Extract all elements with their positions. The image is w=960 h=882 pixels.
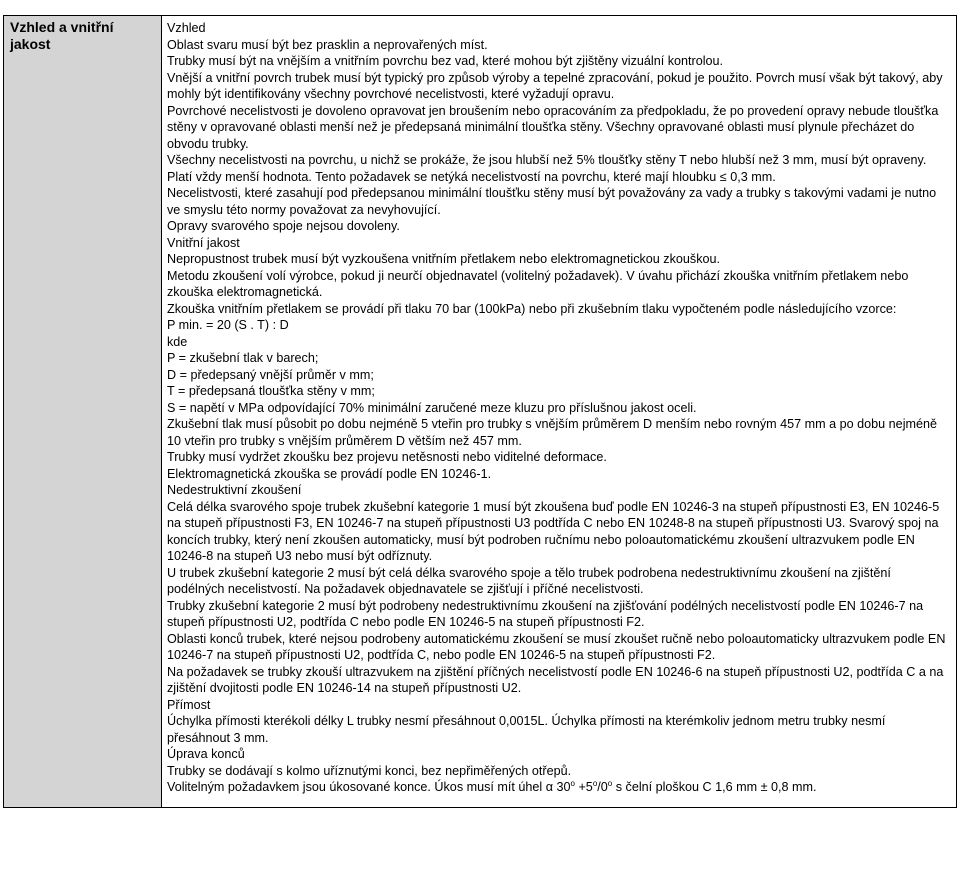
paragraph: Nepropustnost trubek musí být vyzkoušena vnitřním přetlakem nebo elektromagnetickou zkouškou. — [167, 252, 720, 266]
paragraph: Trubky se dodávají s kolmo uříznutými konci, bez nepřiměřených otřepů. — [167, 763, 572, 778]
paragraph: Zkouška vnitřním přetlakem se provádí při tlaku 70 bar (100kPa) nebo při zkušebním tlaku vypočteném podle následujícího vzorce: — [167, 301, 897, 316]
paragraph: Úchylka přímosti kterékoli délky L trubky nesmí přesáhnout 0,0015L. Úchylka přímosti na kterémkoliv jednom metru trubky nesmí přesáhnout 3 mm. — [167, 714, 886, 745]
section-label: Vzhled a vnitřní jakost — [4, 16, 162, 808]
subheading-appearance: Vzhled — [167, 21, 206, 35]
formula-variable: S = napětí v MPa odpovídající 70% minimální zaručené meze kluzu pro příslušnou jakost oceli. — [167, 400, 697, 415]
paragraph: Metodu zkoušení volí výrobce, pokud ji neurčí objednavatel (volitelný požadavek). V úvahu přichází zkouška vnitřním přetlakem nebo zkouška elektromagnetická. — [167, 268, 909, 299]
degree-mark: o — [607, 779, 613, 788]
tolerance-minus: /0 — [597, 780, 608, 794]
subheading-straightness: Přímost — [167, 697, 211, 712]
paragraph: Vnější a vnitřní povrch trubek musí být typický pro způsob výroby a tepelné zpracování, pokud je použito. Povrch musí však být takový, aby mohly být identifikovány všechny povrchové necelistvosti, které vyžadují opravu. — [167, 70, 943, 101]
table-row — [4, 16, 957, 808]
degree-mark: o — [592, 779, 598, 788]
paragraph: U trubek zkušební kategorie 2 musí být celá délka svarového spoje a tělo trubek podrobena nedestruktivnímu zkoušení na zjištění podélných necelistvostí. Na požadavek objednavatele se zjišťují i příčné necelistvosti. — [167, 565, 891, 596]
formula-where: kde — [167, 334, 188, 349]
paragraph: Necelistvosti, které zasahují pod předepsanou minimální tloušťku stěny musí být považovány za vady a trubky s takovými vadami je nutno ve smyslu této normy považovat za nevyhovující. — [167, 186, 937, 217]
paragraph: Trubky musí být na vnějším a vnitřním povrchu bez vad, které mohou být zjištěny vizuální kontrolou. — [167, 54, 724, 68]
paragraph: Oblasti konců trubek, které nejsou podrobeny automatickému zkoušení se musí zkoušet ručně nebo poloautomaticky ultrazvukem podle EN 10246-7 na stupeň přípustnosti U2, podtřída C, nebo podle EN 10246-5 na stupeň přípustnosti F2. — [167, 631, 946, 662]
paragraph: Povrchové necelistvosti je dovoleno opravovat jen broušením nebo opracováním za předpokladu, že po provedení opravy nebude tloušťka stěny v opravované oblasti menší než je předepsaná minimální tloušťka stěny. Všechny opravované oblasti musí plynule přecházet do obvodu trubky. — [167, 103, 939, 151]
formula: P min. = 20 (S . T) : D — [167, 318, 289, 332]
paragraph: Trubky musí vydržet zkoušku bez projevu netěsnosti nebo viditelné deformace. — [167, 450, 607, 464]
paragraph-bevel — [167, 779, 946, 796]
paragraph: Trubky zkušební kategorie 2 musí být podrobeny nedestruktivnímu zkoušení na zjišťování podélných necelistvostí podle EN 10246-7 na stupeň přípustnosti U2, podtřída C nebo podle EN 10246-5 na stupeň přípustnosti F2. — [167, 598, 924, 629]
paragraph: Oblast svaru musí být bez prasklin a neprovařených míst. — [167, 37, 488, 52]
paragraph: Elektromagnetická zkouška se provádí podle EN 10246-1. — [167, 466, 492, 481]
formula-variable: P = zkušební tlak v barech; — [167, 351, 319, 365]
subheading-ndt: Nedestruktivní zkoušení — [167, 483, 302, 497]
paragraph: Celá délka svarového spoje trubek zkušební kategorie 1 musí být zkoušena buď podle EN 10246-3 na stupeň přípustnosti E3, EN 10246-5 na stupeň přípustnosti F3, EN 10246-7 na stupeň přípustnosti U3 podtřída C nebo EN 10248-8 na stupeň přípustnosti U3. Svarový spoj na koncích trubky, který není zkoušen automaticky, musí být podroben ručnímu nebo poloautomatickému zkoušení ultrazvukem podle EN 10246-8 na stupeň U3 nebo musí být odříznuty. — [167, 499, 940, 563]
bevel-text: Volitelným požadavkem jsou úkosované konce. Úkos musí mít úhel α 30 — [167, 780, 571, 794]
bevel-text-end: s čelní ploškou C 1,6 mm ± 0,8 mm. — [612, 780, 817, 794]
degree-mark: o — [570, 779, 575, 788]
paragraph: Zkušební tlak musí působit po dobu nejméně 5 vteřin pro trubky s vnějším průměrem D menším nebo rovným 457 mm a po dobu nejméně 10 vteřin pro trubky s vnějším průměrem D větším než 457 mm. — [167, 417, 937, 448]
paragraph: Všechny necelistvosti na povrchu, u nichž se prokáže, že jsou hlubší než 5% tloušťky stěny T nebo hlubší než 3 mm, musí být opraveny. Platí vždy menší hodnota. Tento požadavek se netýká necelistvostí na povrchu, které mají hloubku ≤ 0,3 mm. — [167, 153, 927, 184]
formula-variable: T = předepsaná tloušťka stěny v mm; — [167, 384, 375, 398]
paragraph: Na požadavek se trubky zkouší ultrazvukem na zjištění příčných necelistvostí podle EN 10246-6 na stupeň přípustnosti U2, podtřída C a na zjištění dvojitosti podle EN 10246-14 na stupeň přípustnosti U2. — [167, 664, 944, 695]
paragraph: Opravy svarového spoje nejsou dovoleny. — [167, 219, 400, 233]
tolerance-plus: +5 — [574, 780, 593, 794]
subheading-internal-quality: Vnitřní jakost — [167, 235, 240, 250]
section-content — [162, 16, 957, 808]
subheading-end-finish: Úprava konců — [167, 747, 245, 761]
formula-variable: D = předepsaný vnější průměr v mm; — [167, 367, 374, 382]
specification-table — [3, 15, 957, 808]
